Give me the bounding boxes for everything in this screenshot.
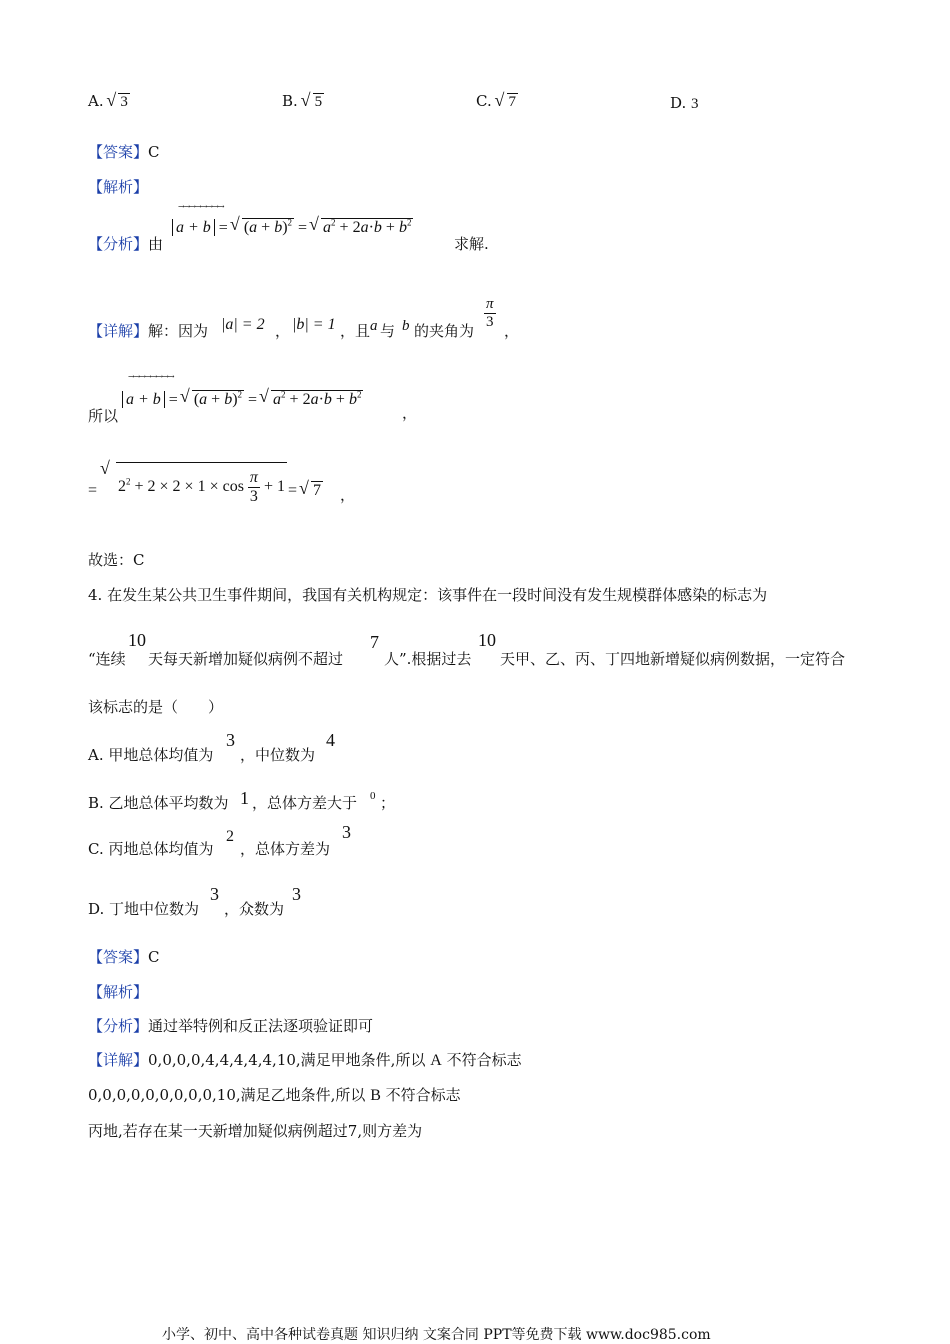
- q4-analysis-tag: 【解析】: [88, 983, 149, 1001]
- option-label: C.: [476, 92, 492, 110]
- vector-arrows: →→→→→→→→: [128, 372, 174, 381]
- detail-tag: 【详解】: [88, 322, 149, 340]
- option-d: [670, 94, 699, 113]
- q3-analysis-tag: 【解析】: [88, 178, 149, 196]
- sqrt-expression: √ 5: [303, 94, 325, 111]
- option-label: A.: [88, 92, 104, 110]
- answer-tag: 【答案】: [88, 143, 149, 161]
- suoyi-label: 所以: [88, 407, 119, 425]
- q3-answer: [88, 141, 160, 162]
- fenxi-prefix: 由: [148, 235, 164, 253]
- detail-angle-end: 的夹角为: [414, 322, 475, 340]
- a-magnitude: |a| = 2: [221, 316, 265, 333]
- option-value: 3: [691, 96, 699, 112]
- detail-mid: ，且: [340, 322, 371, 340]
- fenxi-suffix: 求解.: [454, 235, 489, 253]
- q4-detail-line1: 【详解】0,0,0,0,4,4,4,4,4,10,满足甲地条件,所以 A 不符合标志: [88, 1051, 522, 1069]
- detail-tag: 【详解】: [88, 1051, 149, 1069]
- formula-vector-norm: a + b = √ $(a + b)^2$ = √ $a^2 + 2a\cdot b + b^2$: [122, 390, 363, 409]
- q4-detail-line3: 丙地,若存在某一天新增加疑似病例超过7,则方差为: [88, 1122, 423, 1140]
- formula-vector-norm: a + b = √ $(a + b)^2$ = √ $a^2 + 2a\cdot b + b^2$: [172, 218, 413, 237]
- detail-angle-text: 与: [380, 322, 396, 340]
- q4-answer: [88, 946, 160, 967]
- q3-suoyi: 所以 →→→→→→→→ a + b = √ $(a + b)^2$ = √ $a^2 + 2a\cdot b + b^2$ ，: [88, 372, 588, 432]
- fenxi-tag: 【分析】: [88, 235, 149, 253]
- fenxi-text: 通过举特例和反正法逐项验证即可: [148, 1017, 374, 1035]
- detail-intro: 解：因为: [148, 322, 209, 340]
- answer-value: C: [148, 143, 160, 161]
- q3-fenxi: [88, 200, 588, 260]
- fenxi-tag: 【分析】: [88, 1017, 149, 1035]
- vector-arrows: →→→→→→→→: [178, 202, 224, 211]
- q4-option-a: A. 甲地总体均值为 3 ，中位数为 4: [88, 730, 335, 764]
- option-label: B.: [282, 92, 298, 110]
- answer-value: C: [148, 948, 160, 966]
- q4-option-b: B. 乙地总体平均数为 1 ，总体方差大于 0 ；: [88, 788, 396, 812]
- q4-stem-line2: “连续 10 天每天新增加疑似病例不超过 7 人”.根据过去 10 天甲、乙、丙、丁四地新增疑似病例数据，一定符合: [88, 630, 846, 668]
- page-footer: 小学、初中、高中各种试卷真题 知识归纳 文案合同 PPT等免费下载 www.doc985.com: [162, 1327, 711, 1343]
- q3-detail: 【详解】解：因为 |a| = 2 ， |b| = 1 ，且 a 与 b 的夹角为 $\frac{\pi}{3}$ ，: [88, 296, 520, 340]
- sqrt-expression: √ 7: [497, 94, 519, 111]
- q3-calculation: = √ $2^2 + 2 \times 2 \times 1 \times \cos$ $\frac{\pi}{3}$ + 1 = √ 7 ，: [88, 462, 388, 517]
- option-c: [476, 92, 518, 111]
- q4-fenxi: [88, 1015, 373, 1036]
- angle-fraction: $\frac{\pi}{3}$: [486, 296, 494, 330]
- q4-option-d: D. 丁地中位数为 3 ，众数为 3: [88, 884, 301, 918]
- q3-conclusion: 故选：C: [88, 551, 145, 569]
- option-b: [282, 92, 324, 111]
- option-label: D.: [670, 94, 687, 112]
- b-magnitude: |b| = 1: [292, 316, 336, 333]
- q4-detail-line2: 0,0,0,0,0,0,0,0,0,10,满足乙地条件,所以 B 不符合标志: [88, 1086, 461, 1104]
- q4-stem-line3: 该标志的是（ ）: [88, 698, 224, 716]
- option-a: [88, 92, 130, 111]
- answer-tag: 【答案】: [88, 948, 149, 966]
- formula-cos: √ $2^2 + 2 \times 2 \times 1 \times \cos$ $\frac{\pi}{3}$ + 1: [102, 462, 287, 505]
- q4-stem-line1: 4. 在发生某公共卫生事件期间，我国有关机构规定：该事件在一段时间没有发生规模群体感染的标志为: [88, 586, 768, 604]
- sqrt-expression: √ 3: [108, 94, 130, 111]
- q4-option-c: C. 丙地总体均值为 2 ，总体方差为 3: [88, 822, 351, 858]
